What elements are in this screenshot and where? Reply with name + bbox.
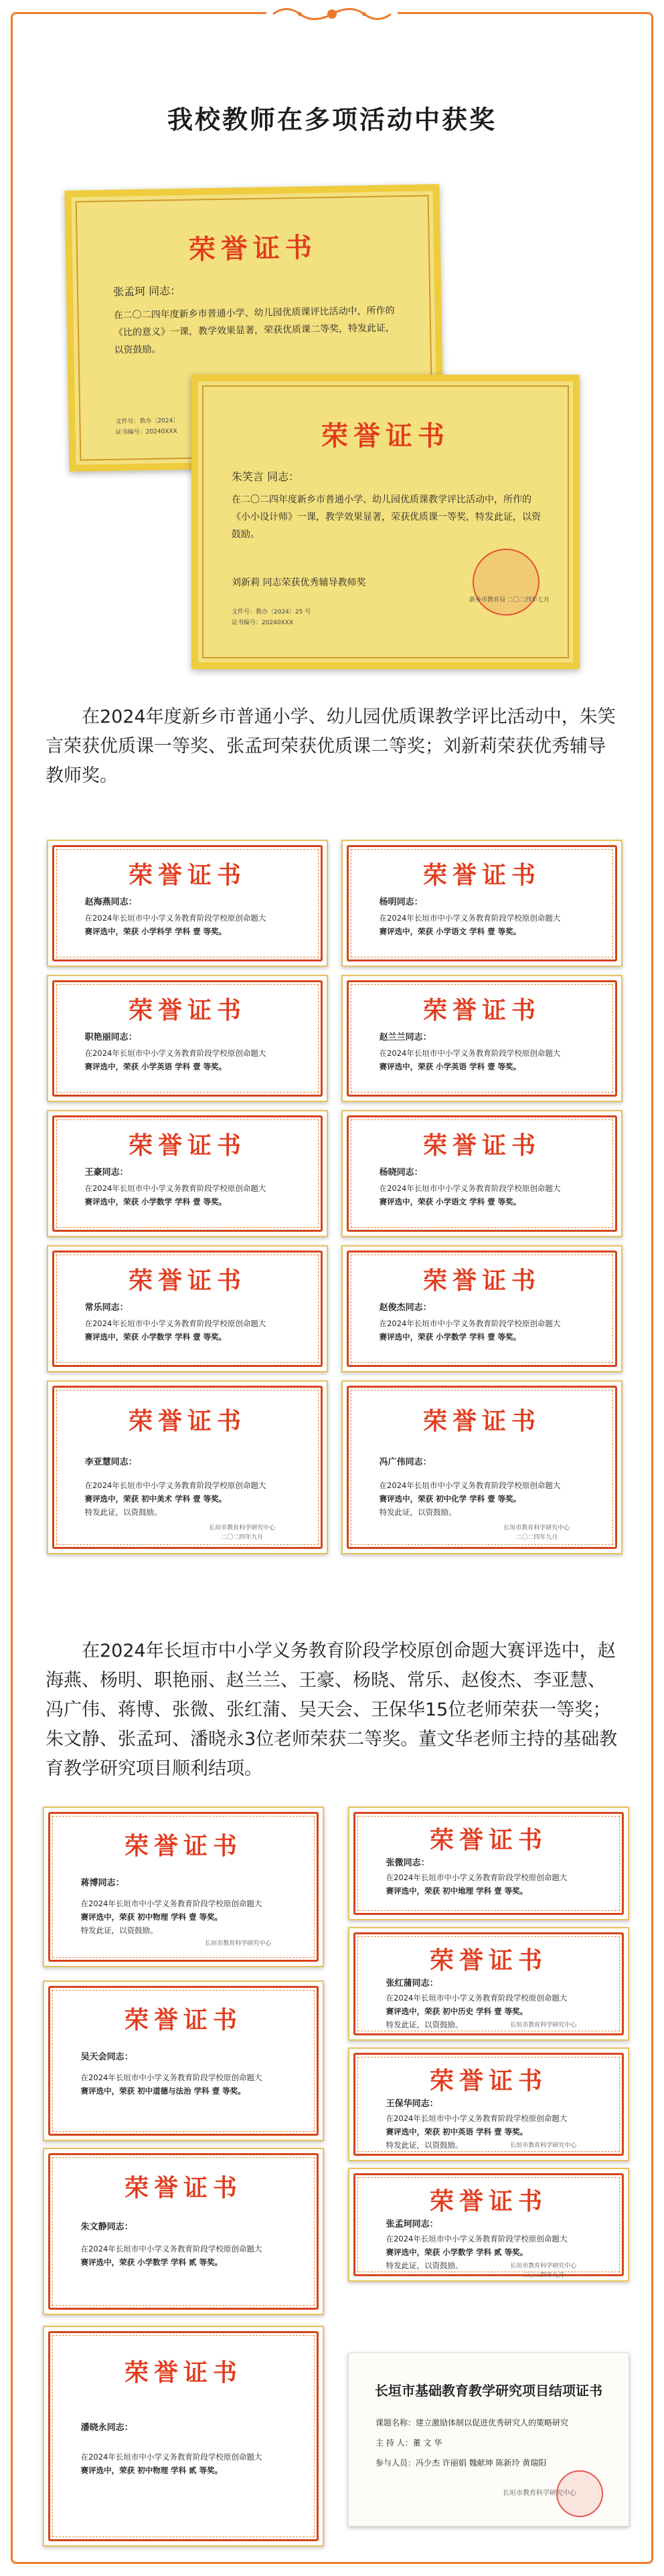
certificate-recipient: 赵兰兰同志： (379, 1032, 432, 1042)
certificate-title: 荣誉证书 (128, 996, 246, 1024)
certificate-title: 长垣市基础教育教学研究项目结项证书 (375, 2383, 602, 2399)
certificate-red (348, 2047, 629, 2161)
certificate-recipient: 杨晓同志： (379, 1167, 423, 1178)
certificate-title: 荣誉证书 (429, 2067, 548, 2096)
certificate-line-1: 在2024年长垣市中小学义务教育阶段学校原创命题大 (84, 1480, 266, 1490)
page-title: 我校教师在多项活动中获奖 (167, 105, 497, 134)
certificate-title: 荣誉证书 (321, 420, 450, 452)
certificate-date: 二〇二四年九月 (522, 2272, 565, 2280)
certificate-title: 荣誉证书 (429, 1826, 548, 1855)
certificate-line-3: 特发此证，以资鼓励。 (386, 2261, 463, 2271)
certificate-issuer: 新乡市教育局 二〇二四年七月 (469, 597, 550, 604)
certificate-line-1: 在2024年长垣市中小学义务教育阶段学校原创命题大 (379, 1184, 561, 1194)
certificate-issuer: 长垣市教育科学研究中心 (510, 2263, 577, 2270)
certificate-red (47, 840, 328, 967)
certificate-gold-2 (191, 375, 580, 669)
certificate-title: 荣誉证书 (124, 2358, 242, 2387)
certificate-line-2: 赛评选中，荣获 小学数学 学科 壹 等奖。 (84, 1197, 227, 1207)
certificate-line-1: 在2024年长垣市中小学义务教育阶段学校原创命题大 (386, 2234, 568, 2244)
certificate-red (43, 2326, 324, 2547)
certificate-line-1: 在2024年长垣市中小学义务教育阶段学校原创命题大 (84, 1319, 266, 1329)
certificate-line-1: 在2024年长垣市中小学义务教育阶段学校原创命题大 (379, 1480, 561, 1490)
certificate-title: 荣誉证书 (128, 1131, 246, 1160)
certificate-line-2: 赛评选中，荣获 小学语文 学科 壹 等奖。 (379, 927, 521, 937)
certificate-line-2: 赛评选中，荣获 小学语文 学科 壹 等奖。 (379, 1197, 521, 1207)
certificate-recipient: 潘晓永同志： (80, 2422, 133, 2433)
certificate-recipient: 赵海燕同志： (84, 897, 137, 907)
ornament-icon (266, 3, 398, 25)
certificate-date: 二〇二四年九月 (221, 1534, 264, 1542)
certificate-line-2: 赛评选中，荣获 初中英语 学科 壹 等奖。 (386, 2127, 528, 2137)
certificate-red (47, 975, 328, 1102)
certificate-red (348, 1807, 629, 1920)
certificate-line-2: 赛评选中，荣获 小学数学 学科 贰 等奖。 (80, 2258, 223, 2267)
certificate-red (348, 1927, 629, 2041)
certificate-title: 荣誉证书 (422, 996, 541, 1024)
certificate-recipient: 赵俊杰同志： (379, 1302, 432, 1313)
certificate-red (47, 1380, 328, 1554)
red-seal (556, 2470, 603, 2517)
certificate-line-3: 特发此证，以资鼓励。 (80, 1926, 158, 1936)
certificate-line-1: 在2024年长垣市中小学义务教育阶段学校原创命题大 (84, 1184, 266, 1194)
certificate-line-3: 特发此证，以资鼓励。 (386, 2140, 463, 2150)
certificate-serial: 证书编号：20240XXX (115, 428, 177, 436)
certificate-title: 荣誉证书 (188, 232, 318, 266)
certificate-line-3: 特发此证，以资鼓励。 (379, 1507, 456, 1517)
certificate-red (43, 2148, 324, 2315)
certificate-recipient: 王豪同志： (84, 1167, 129, 1178)
certificate-recipient: 张微同志： (386, 1858, 430, 1869)
certificate-line-3: 特发此证，以资鼓励。 (84, 1507, 162, 1517)
certificate-red (43, 1807, 324, 1967)
certificate-issuer: 长垣市教育科学研究中心 (510, 2022, 577, 2029)
certificate-title: 荣誉证书 (422, 1266, 541, 1295)
certificate-line-1: 在2024年长垣市中小学义务教育阶段学校原创命题大 (379, 1048, 561, 1059)
certificate-recipient: 张孟珂同志： (386, 2219, 438, 2230)
certificate-red (341, 1380, 622, 1554)
certificate-line-2: 赛评选中，荣获 小学英语 学科 壹 等奖。 (84, 1062, 227, 1072)
certificate-line-3: 特发此证，以资鼓励。 (386, 2020, 463, 2030)
certificate-line-1: 在2024年长垣市中小学义务教育阶段学校原创命题大 (84, 1048, 266, 1059)
project-members: 参与人员：冯少杰 许丽娟 魏献坤 陈新玲 黄瑞阳 (376, 2458, 547, 2468)
certificate-serial: 证书编号：20240XXX (232, 620, 294, 626)
certificate-title: 荣誉证书 (124, 1831, 242, 1860)
certificate-recipient: 蒋博同志： (80, 1877, 124, 1888)
certificate-title: 荣誉证书 (429, 2187, 548, 2216)
certificate-line-2: 赛评选中，荣获 初中地理 学科 壹 等奖。 (386, 1886, 528, 1896)
certificate-title: 荣誉证书 (422, 1407, 541, 1436)
certificate-recipient: 常乐同志： (84, 1302, 129, 1313)
certificate-recipient: 王保华同志： (386, 2099, 438, 2110)
certificate-line-2: 赛评选中，荣获 初中历史 学科 壹 等奖。 (386, 2007, 528, 2017)
certificate-extra: 刘新莉 同志荣获优秀辅导教师奖 (232, 577, 366, 588)
certificate-line-2: 赛评选中，荣获 初中美术 学科 壹 等奖。 (84, 1493, 227, 1503)
certificate-body: 在二〇二四年度新乡市普通小学、幼儿园优质课评比活动中，所作的《比的意义》一课，教学效果显著，荣获优质课二等奖，特发此证，以资鼓励。 (113, 305, 396, 356)
certificate-date: 二〇二四年九月 (515, 1534, 558, 1542)
certificate-recipient: 杨明同志： (379, 897, 423, 907)
certificate-title: 荣誉证书 (128, 1407, 246, 1436)
paragraph-1: 在2024年度新乡市普通小学、幼儿园优质课教学评比活动中，朱笑言荣获优质课一等奖、张孟珂荣获优质课二等奖；刘新莉荣获优秀辅导教师奖。 (46, 707, 616, 786)
certificate-line-2: 赛评选中，荣获 初中化学 学科 壹 等奖。 (379, 1493, 521, 1503)
certificate-recipient: 张孟珂 同志： (112, 284, 181, 298)
certificate-line-2: 赛评选中，荣获 小学科学 学科 壹 等奖。 (84, 927, 227, 937)
red-seal (473, 549, 540, 616)
certificate-title: 荣誉证书 (124, 2005, 242, 2034)
certificate-line-2: 赛评选中，荣获 初中道德与法治 学科 壹 等奖。 (80, 2086, 246, 2096)
certificate-line-1: 在2024年长垣市中小学义务教育阶段学校原创命题大 (80, 2244, 262, 2253)
certificate-title: 荣誉证书 (429, 1946, 548, 1975)
certificate-recipient: 职艳丽同志： (84, 1032, 137, 1042)
certificate-title: 荣誉证书 (422, 860, 541, 889)
certificate-red (47, 1245, 328, 1372)
certificate-recipient: 李亚慧同志： (84, 1457, 137, 1468)
certificate-issuer: 长垣市教育科学研究中心 (209, 1525, 276, 1532)
certificate-line-1: 在2024年长垣市中小学义务教育阶段学校原创命题大 (386, 1873, 568, 1883)
certificate-red (341, 975, 622, 1102)
certificate-title: 荣誉证书 (128, 860, 246, 889)
certificate-line-2: 赛评选中，荣获 初中物理 学科 贰 等奖。 (80, 2465, 223, 2475)
certificate-line-1: 在2024年长垣市中小学义务教育阶段学校原创命题大 (80, 2452, 262, 2462)
project-certificate (348, 2353, 629, 2526)
certificate-issuer: 长垣市教育科学研究中心 (510, 2142, 577, 2150)
certificate-red (348, 2168, 629, 2282)
certificate-line-2: 赛评选中，荣获 小学英语 学科 壹 等奖。 (379, 1062, 521, 1072)
certificate-red (341, 1110, 622, 1237)
certificate-issuer: 长垣市教育科学研究中心 (503, 1525, 570, 1532)
certificate-recipient: 吴天会同志： (80, 2051, 133, 2062)
project-host: 主 持 人：董 文 华 (376, 2438, 442, 2448)
certificate-file-no: 文件号：教办〔2024〕 (115, 417, 179, 426)
certificate-line-2: 赛评选中，荣获 初中物理 学科 壹 等奖。 (80, 1912, 223, 1922)
paragraph-2: 在2024年长垣市中小学义务教育阶段学校原创命题大赛评选中，赵海燕、杨明、职艳丽、赵兰兰、王豪、杨晓、常乐、赵俊杰、李亚慧、冯广伟、蒋博、张微、张红蒲、吴天会、王保华15位老师荣获一等奖；朱文静、张孟珂、潘晓永3位老师荣获二等奖。董文华老师主持的基础教育教学研究项目顺利结项。 (46, 1641, 618, 1779)
certificate-red (47, 1110, 328, 1237)
certificate-line-1: 在2024年长垣市中小学义务教育阶段学校原创命题大 (80, 1899, 262, 1909)
certificate-issuer: 长垣市教育科学研究中心 (205, 1940, 272, 1947)
certificate-recipient: 朱文静同志： (80, 2222, 133, 2232)
certificate-line-1: 在2024年长垣市中小学义务教育阶段学校原创命题大 (84, 913, 266, 923)
certificate-recipient: 朱笑言 同志： (232, 470, 300, 483)
certificate-line-2: 赛评选中，荣获 小学数学 学科 壹 等奖。 (84, 1332, 227, 1342)
project-name: 课题名称：建立激励体制以促进优秀研究人的策略研究 (376, 2418, 569, 2427)
certificate-line-1: 在2024年长垣市中小学义务教育阶段学校原创命题大 (379, 913, 561, 923)
certificate-title: 荣誉证书 (124, 2174, 242, 2202)
certificate-title: 荣誉证书 (128, 1266, 246, 1295)
certificate-body: 在二〇二四年度新乡市普通小学、幼儿园优质课教学评比活动中，所作的《小小设计师》一课，教学效果显著，荣获优质课一等奖，特发此证，以资鼓励。 (232, 494, 541, 540)
certificate-red (341, 1245, 622, 1372)
certificate-line-2: 赛评选中，荣获 小学数学 学科 壹 等奖。 (379, 1332, 521, 1342)
certificate-line-1: 在2024年长垣市中小学义务教育阶段学校原创命题大 (379, 1319, 561, 1329)
certificate-file-no: 文件号：教办〔2024〕25 号 (232, 609, 311, 616)
certificate-line-1: 在2024年长垣市中小学义务教育阶段学校原创命题大 (386, 2114, 568, 2124)
certificate-red (341, 840, 622, 967)
certificate-line-1: 在2024年长垣市中小学义务教育阶段学校原创命题大 (80, 2073, 262, 2083)
project-issuer: 长垣市教育科学研究中心 (503, 2490, 576, 2497)
certificate-line-2: 赛评选中，荣获 小学数学 学科 贰 等奖。 (386, 2247, 528, 2258)
certificate-recipient: 冯广伟同志： (379, 1457, 432, 1468)
certificate-red (43, 1981, 324, 2141)
certificate-line-1: 在2024年长垣市中小学义务教育阶段学校原创命题大 (386, 1993, 568, 2003)
certificate-title: 荣誉证书 (422, 1131, 541, 1160)
certificate-recipient: 张红蒲同志： (386, 1979, 438, 1989)
